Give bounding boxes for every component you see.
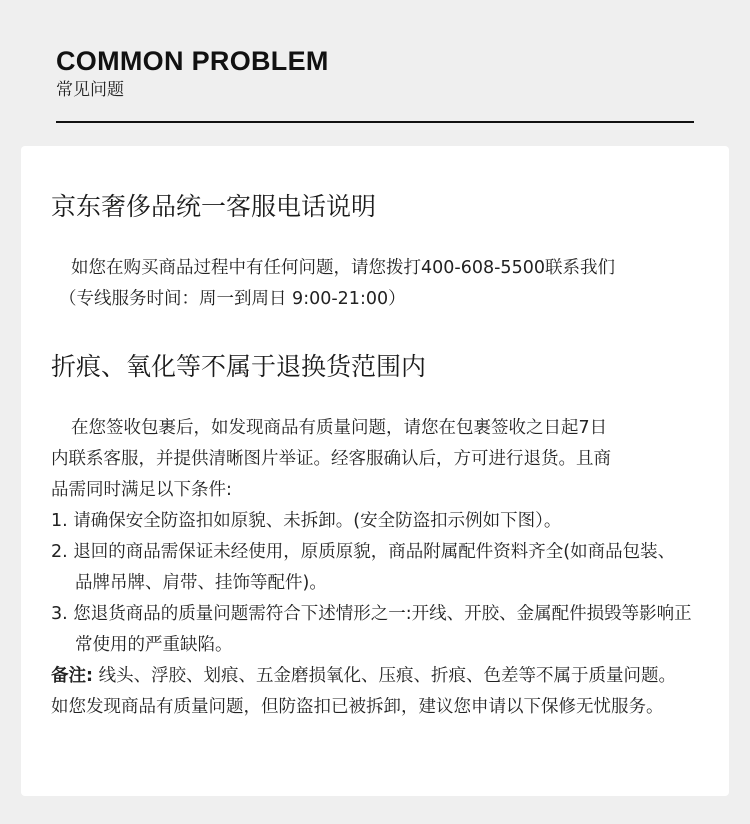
note-label: 备注: bbox=[51, 666, 93, 686]
condition-item-2-cont: 品牌吊牌、肩带、挂饰等配件)。 bbox=[75, 573, 327, 593]
note-line bbox=[51, 661, 701, 692]
customer-service-text bbox=[51, 253, 701, 315]
condition-item-2: 2. 退回的商品需保证未经使用，原质原貌，商品附属配件资料齐全(如商品包装、 bbox=[51, 542, 676, 562]
header-subtitle: 常见问题 bbox=[56, 80, 124, 100]
service-hours-line: （专线服务时间：周一到周日 9:00-21:00） bbox=[59, 289, 406, 309]
policy-intro-line: 在您签收包裹后，如发现商品有质量问题，请您在包裹签收之日起7日 bbox=[71, 418, 608, 438]
faq-card bbox=[21, 146, 729, 796]
policy-intro-line: 品需同时满足以下条件: bbox=[51, 480, 232, 500]
policy-intro-line: 内联系客服，并提供清晰图片举证。经客服确认后，方可进行退货。且商 bbox=[51, 449, 611, 469]
customer-service-title: 京东奢侈品统一客服电话说明 bbox=[51, 192, 377, 221]
customer-service-line: 如您在购买商品过程中有任何问题，请您拨打400-608-5500联系我们 bbox=[71, 258, 615, 278]
note-text: 线头、浮胶、划痕、五金磨损氧化、压痕、折痕、色差等不属于质量问题。 bbox=[93, 666, 677, 686]
note-line-2: 如您发现商品有质量问题，但防盗扣已被拆卸，建议您申请以下保修无忧服务。 bbox=[51, 697, 664, 717]
header-divider bbox=[56, 121, 694, 123]
condition-item-3-cont: 常使用的严重缺陷。 bbox=[75, 635, 233, 655]
return-policy-title: 折痕、氧化等不属于退换货范围内 bbox=[51, 352, 427, 381]
return-policy-text bbox=[51, 413, 701, 723]
condition-item-1: 1. 请确保安全防盗扣如原貌、未拆卸。(安全防盗扣示例如下图）。 bbox=[51, 511, 562, 531]
header-title: COMMON PROBLEM bbox=[56, 46, 329, 76]
condition-item-3: 3. 您退货商品的质量问题需符合下述情形之一:开线、开胶、金属配件损毁等影响正 bbox=[51, 604, 692, 624]
section-header bbox=[56, 46, 694, 101]
